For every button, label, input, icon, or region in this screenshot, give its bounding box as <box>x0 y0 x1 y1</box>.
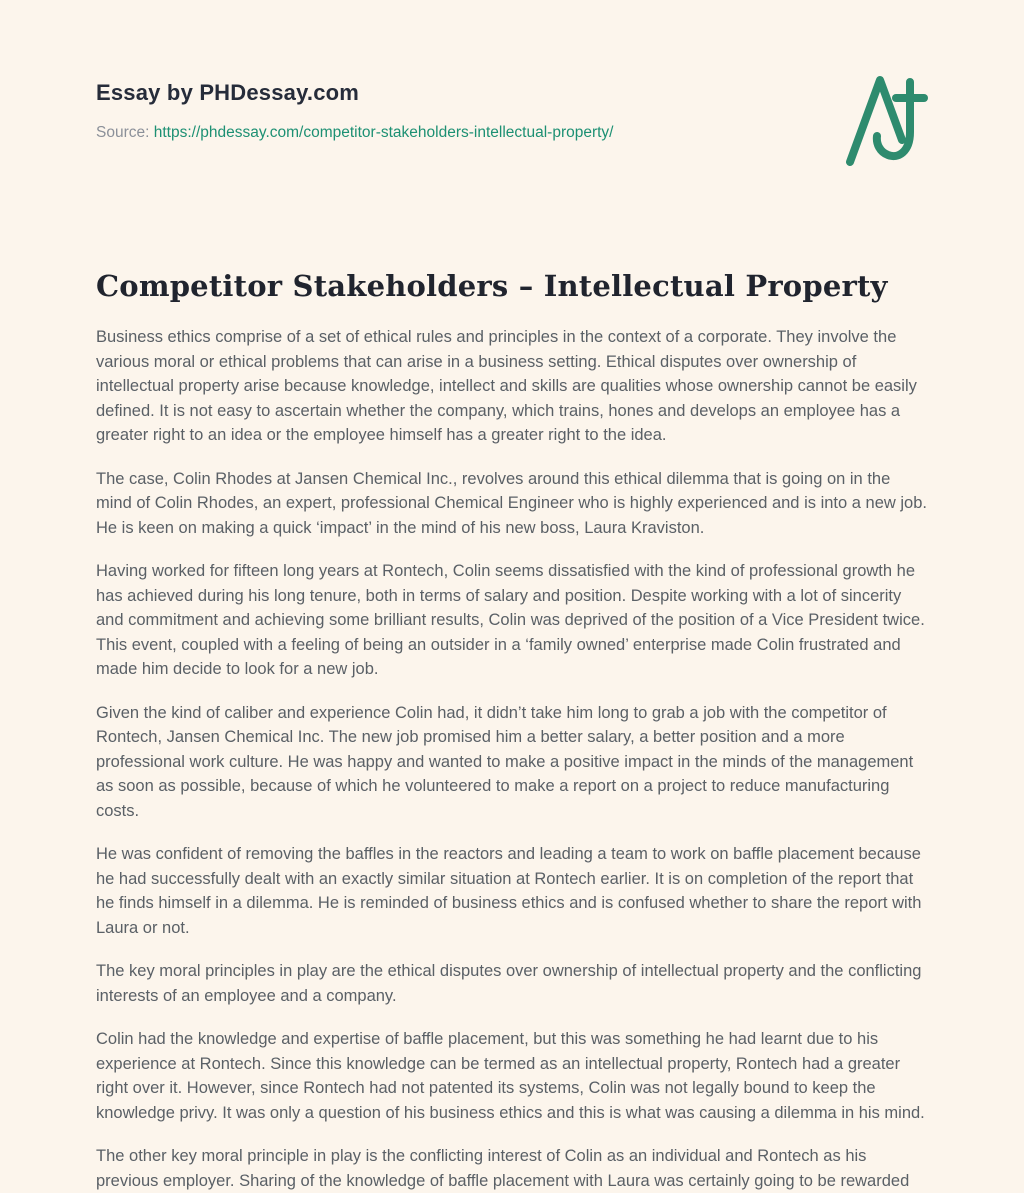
essay-title: Competitor Stakeholders – Intellectual Property <box>96 269 888 303</box>
essay-paragraph: Given the kind of caliber and experience Colin had, it didn’t take him long to grab a job with the competitor of Rontech, Jansen Chemical Inc. The new job promised him a better salary, a better position and a more professional work culture. He was happy and wanted to make a positive impact in the minds of the management as soon as possible, because of which he volunteered to make a report on a project to reduce manufacturing costs. <box>96 703 914 820</box>
phdessay-logo-icon <box>844 72 928 173</box>
source-line <box>96 124 614 142</box>
essay-paragraph: The other key moral principle in play is the conflicting interest of Colin as an individual and Rontech as his previous employer. Sharing of the knowledge of baffle placement with Laura was certainly going to be rewarded <box>96 1147 910 1190</box>
essay-paragraph: Business ethics comprise of a set of ethical rules and principles in the context of a corporate. They involve the various moral or ethical problems that can arise in a business setting. Ethical disputes over ownership of intellectual property arise because knowledge, intellect and skills are qualities whose ownership cannot be easily defined. It is not easy to ascertain whether the company, which trains, hones and develops an employee has a greater right to an idea or the employee himself has a greater right to the idea. <box>96 328 917 444</box>
essay-paragraph: Having worked for fifteen long years at Rontech, Colin seems dissatisfied with the kind of professional growth he has achieved during his long tenure, both in terms of salary and position. Despite working with a lot of sincerity and commitment and achieving some brilliant results, Colin was deprived of the position of a Vice President twice. This event, coupled with a feeling of being an outsider in a ‘family owned’ enterprise made Colin frustrated and made him decide to look for a new job. <box>96 562 925 678</box>
byline: Essay by PHDessay.com <box>96 80 360 105</box>
essay-body <box>96 269 928 1193</box>
header-text-block <box>96 80 614 142</box>
essay-paragraph: The key moral principles in play are the ethical disputes over ownership of intellectual property and the conflicting interests of an employee and a company. <box>96 962 922 1005</box>
source-link[interactable]: https://phdessay.com/competitor-stakeholders-intellectual-property/ <box>153 124 614 141</box>
essay-paragraph: The case, Colin Rhodes at Jansen Chemical Inc., revolves around this ethical dilemma that is going on in the mind of Colin Rhodes, an expert, professional Chemical Engineer who is highly experienced and is into a new job. He is keen on making a quick ‘impact’ in the mind of his new boss, Laura Kraviston. <box>96 469 927 537</box>
essay-paragraph: Colin had the knowledge and expertise of baffle placement, but this was something he had learnt due to his experience at Rontech. Since this knowledge can be termed as an intellectual property, Rontech had a greater right over it. However, since Rontech had not patented its systems, Colin was not legally bound to keep the knowledge privy. It was only a question of his business ethics and this is what was causing a dilemma in his mind. <box>96 1030 925 1122</box>
essay-paragraph: He was confident of removing the baffles in the reactors and leading a team to work on baffle placement because he had successfully dealt with an exactly similar situation at Rontech earlier. It is on completion of the report that he finds himself in a dilemma. He is reminded of business ethics and is confused whether to share the report with Laura or not. <box>96 845 922 937</box>
source-label: Source: <box>96 124 150 141</box>
page-header <box>96 80 928 173</box>
phdessay-logo-svg <box>844 72 928 168</box>
